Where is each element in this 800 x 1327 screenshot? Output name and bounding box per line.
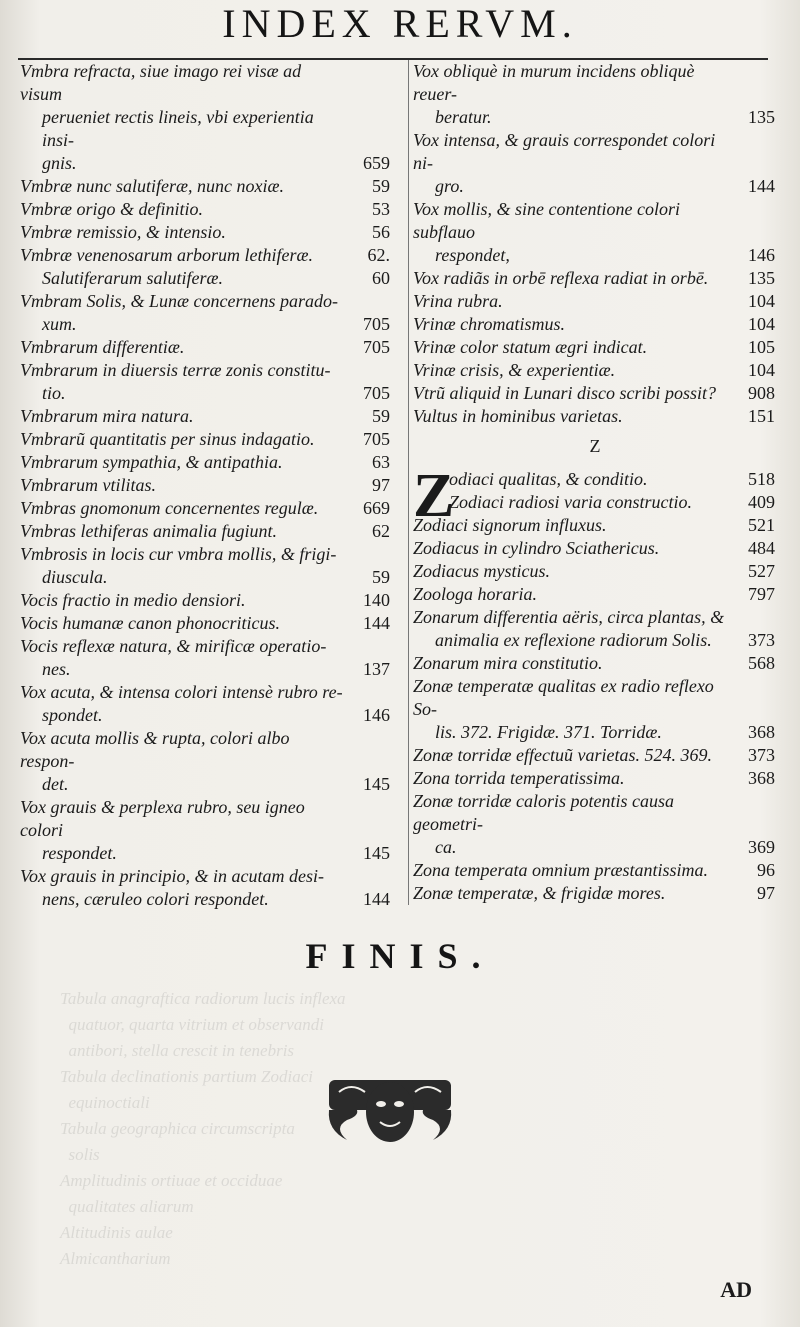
entry-text: Vox grauis & perplexa rubro, seu igneo colori	[20, 797, 305, 840]
index-entry	[20, 198, 392, 221]
running-head: INDEX RERVM.	[222, 1, 578, 46]
index-entry	[413, 267, 777, 290]
index-entry	[20, 267, 392, 290]
entry-text: Vmbrarum in diuersis terræ zonis constitu-	[20, 360, 331, 380]
page-number: 59	[372, 406, 390, 426]
page-number: 368	[748, 768, 775, 788]
entry-text: Vmbræ origo & definitio.	[20, 199, 204, 219]
entry-text: Vmbras lethiferas animalia fugiunt.	[20, 521, 278, 541]
index-entry	[20, 865, 392, 911]
page-number: 568	[748, 653, 775, 673]
page-number: 135	[748, 268, 775, 288]
index-entry	[413, 468, 777, 491]
page-number: 145	[363, 843, 390, 863]
entry-text: Vox acuta mollis & rupta, colori albo respon-	[20, 728, 290, 771]
entry-text: Vmbras gnomonum concernentes regulæ.	[20, 498, 319, 518]
entry-text: Zonarum differentia aëris, circa plantas, &	[413, 607, 725, 627]
page-number: 144	[363, 889, 390, 909]
entry-continuation: tio.	[42, 383, 66, 403]
page-number: 908	[748, 383, 775, 403]
entry-continuation: diuscula.	[42, 567, 108, 587]
page-number: 705	[363, 383, 390, 403]
entry-continuation: spondet.	[42, 705, 103, 725]
page-number: 62	[372, 521, 390, 541]
index-entry	[413, 313, 777, 336]
entry-continuation: nes.	[42, 659, 71, 679]
index-entry	[413, 537, 777, 560]
entry-text: Vox acuta, & intensa colori intensè rubro re-	[20, 682, 343, 702]
index-column-right	[408, 60, 777, 905]
entry-text: Zodiacus mysticus.	[413, 561, 550, 581]
entry-text: Vox mollis, & sine contentione colori subflauo	[413, 199, 680, 242]
entry-continuation: perueniet rectis lineis, vbi experientia insi-	[42, 107, 314, 150]
index-entry	[413, 405, 777, 428]
index-entry	[20, 612, 392, 635]
entry-continuation: xum.	[42, 314, 77, 334]
entry-text: Vtrũ aliquid in Lunari disco scribi possit?	[413, 383, 717, 403]
entry-text: Zoologa horaria.	[413, 584, 538, 604]
page-number: 484	[748, 538, 775, 558]
index-entry	[20, 60, 392, 175]
index-entry	[20, 635, 392, 681]
page-number: 669	[363, 498, 390, 518]
index-entry	[20, 428, 392, 451]
entry-text: Zonæ torridæ effectuũ varietas. 524. 369.	[413, 745, 712, 765]
page-number: 705	[363, 429, 390, 449]
entry-text: Zonæ temperatæ qualitas ex radio reflexo So-	[413, 676, 714, 719]
page-number: 659	[363, 153, 390, 173]
page-number: 144	[363, 613, 390, 633]
page-number: 56	[372, 222, 390, 242]
index-entry	[20, 796, 392, 865]
index-entry	[413, 675, 777, 744]
section-letter: Z	[589, 436, 601, 456]
entry-continuation: lis. 372. Frigidæ. 371. Torridæ.	[435, 722, 662, 742]
finis-heading: FINIS.	[305, 936, 495, 976]
index-entry	[413, 583, 777, 606]
index-entry	[413, 382, 777, 405]
entry-text: Salutiferarum salutiferæ.	[42, 268, 224, 288]
page-number: 518	[748, 469, 775, 489]
index-entry	[20, 290, 392, 336]
page-number: 705	[363, 337, 390, 357]
entry-text: odiaci qualitas, & conditio.	[449, 469, 648, 489]
drop-cap: Z	[413, 462, 455, 530]
page-number: 63	[372, 452, 390, 472]
index-entry	[413, 129, 777, 198]
index-entry	[413, 60, 777, 129]
page-number: 137	[363, 659, 390, 679]
page-number: 105	[748, 337, 775, 357]
entry-text: Zodiaci radiosi varia constructio.	[449, 492, 692, 512]
index-entry	[413, 560, 777, 583]
index-column-left	[20, 60, 392, 911]
index-entry	[413, 198, 777, 267]
entry-text: Vocis reflexæ natura, & mirificæ operatio-	[20, 636, 327, 656]
catchword: AD	[720, 1277, 752, 1302]
page-number: 527	[748, 561, 775, 581]
page-number: 53	[372, 199, 390, 219]
page-number: 146	[748, 245, 775, 265]
page-number: 368	[748, 722, 775, 742]
entry-text: Vultus in hominibus varietas.	[413, 406, 623, 426]
index-entry	[413, 744, 777, 767]
show-through-text: Tabula anagraftica radiorum lucis inflexa quatuor, quarta vitrium et observandi antibori, stella crescit in tenebris Tabula declinationis partium Zodiaci equinoctiali Tabula geographica circumscripta solis Amplitudinis ortiuae et occiduae qualitates aliarum Altitudinis aulae Almicantharium	[60, 989, 346, 1268]
index-entry	[20, 221, 392, 244]
entry-text: Zonæ temperatæ, & frigidæ mores.	[413, 883, 666, 903]
index-entry	[20, 497, 392, 520]
entry-continuation: det.	[42, 774, 69, 794]
page-number: 59	[372, 567, 390, 587]
index-entry	[20, 244, 392, 267]
page-number: 62.	[367, 245, 390, 265]
entry-text: Vmbræ nunc salutiferæ, nunc noxiæ.	[20, 176, 284, 196]
entry-text: Vmbrarum differentiæ.	[20, 337, 185, 357]
index-entry	[20, 474, 392, 497]
page-number: 104	[748, 291, 775, 311]
entry-text: Zonarum mira constitutio.	[413, 653, 603, 673]
entry-text: Zodiaci signorum influxus.	[413, 515, 607, 535]
index-entry	[413, 652, 777, 675]
entry-continuation: respondet.	[42, 843, 117, 863]
index-entry	[413, 491, 777, 514]
entry-text: Zodiacus in cylindro Sciathericus.	[413, 538, 660, 558]
entry-continuation: beratur.	[435, 107, 492, 127]
entry-text: Vmbrarum mira natura.	[20, 406, 194, 426]
entry-text: Zona temperata omnium præstantissima.	[413, 860, 709, 880]
index-entry	[413, 290, 777, 313]
entry-text: Vmbrarũ quantitatis per sinus indagatio.	[20, 429, 315, 449]
index-entry	[20, 681, 392, 727]
page-number: 140	[363, 590, 390, 610]
entry-text: Vox obliquè in murum incidens obliquè reuer-	[413, 61, 695, 104]
page-number: 146	[363, 705, 390, 725]
entry-text: Vmbræ venenosarum arborum lethiferæ.	[20, 245, 313, 265]
page-number: 797	[748, 584, 775, 604]
entry-continuation: respondet,	[435, 245, 510, 265]
index-entry	[20, 451, 392, 474]
index-entry	[413, 359, 777, 382]
page-number: 145	[363, 774, 390, 794]
page-number: 705	[363, 314, 390, 334]
entry-text: Zona torrida temperatissima.	[413, 768, 625, 788]
index-entry	[413, 336, 777, 359]
index-entry	[20, 727, 392, 796]
page-number: 104	[748, 360, 775, 380]
entry-text: Vmbra refracta, siue imago rei visæ ad visum	[20, 61, 302, 104]
entry-text: Vmbrosis in locis cur vmbra mollis, & frigi-	[20, 544, 337, 564]
page-number: 104	[748, 314, 775, 334]
entry-text: Vmbræ remissio, & intensio.	[20, 222, 226, 242]
page-number: 96	[757, 860, 775, 880]
entry-continuation: gnis.	[42, 153, 77, 173]
entry-text: Vox intensa, & grauis correspondet colori ni-	[413, 130, 716, 173]
page-number: 135	[748, 107, 775, 127]
entry-text: Vrinæ chromatismus.	[413, 314, 566, 334]
entry-text: Vmbram Solis, & Lunæ concernens parado-	[20, 291, 338, 311]
entry-text: Zonæ torridæ caloris potentis causa geometri-	[413, 791, 675, 834]
page-number: 369	[748, 837, 775, 857]
index-entry	[20, 175, 392, 198]
index-entry	[413, 882, 777, 905]
page-number: 60	[372, 268, 390, 288]
entry-continuation: nens, cæruleo colori respondet.	[42, 889, 269, 909]
mask-ornament-icon	[325, 1072, 455, 1148]
entry-text: Vocis humanæ canon phonocriticus.	[20, 613, 280, 633]
entry-continuation: gro.	[435, 176, 464, 196]
entry-text: Vrinæ color statum ægri indicat.	[413, 337, 648, 357]
entry-text: Vox grauis in principio, & in acutam desi-	[20, 866, 324, 886]
index-entry	[20, 336, 392, 359]
entry-continuation: ca.	[435, 837, 457, 857]
entry-text: Vmbrarum sympathia, & antipathia.	[20, 452, 283, 472]
index-entry	[20, 520, 392, 543]
page-number: 521	[748, 515, 775, 535]
page-number: 373	[748, 745, 775, 765]
page-number: 409	[748, 492, 775, 512]
page-number: 144	[748, 176, 775, 196]
entry-text: Vox radiãs in orbē reflexa radiat in orbē.	[413, 268, 709, 288]
page-number: 97	[757, 883, 775, 903]
entry-continuation: animalia ex reflexione radiorum Solis.	[435, 630, 712, 650]
page-number: 373	[748, 630, 775, 650]
index-entry	[413, 767, 777, 790]
index-entry	[20, 543, 392, 589]
index-entry	[413, 790, 777, 859]
page-number: 97	[372, 475, 390, 495]
index-entry	[20, 589, 392, 612]
index-entry	[413, 859, 777, 882]
index-entry	[413, 514, 777, 537]
page-number: 59	[372, 176, 390, 196]
index-entry	[20, 359, 392, 405]
index-entry	[20, 405, 392, 428]
entry-text: Vmbrarum vtilitas.	[20, 475, 157, 495]
entry-text: Vrina rubra.	[413, 291, 503, 311]
index-entry	[413, 606, 777, 652]
entry-text: Vocis fractio in medio densiori.	[20, 590, 246, 610]
page-number: 151	[748, 406, 775, 426]
entry-text: Vrinæ crisis, & experientiæ.	[413, 360, 616, 380]
